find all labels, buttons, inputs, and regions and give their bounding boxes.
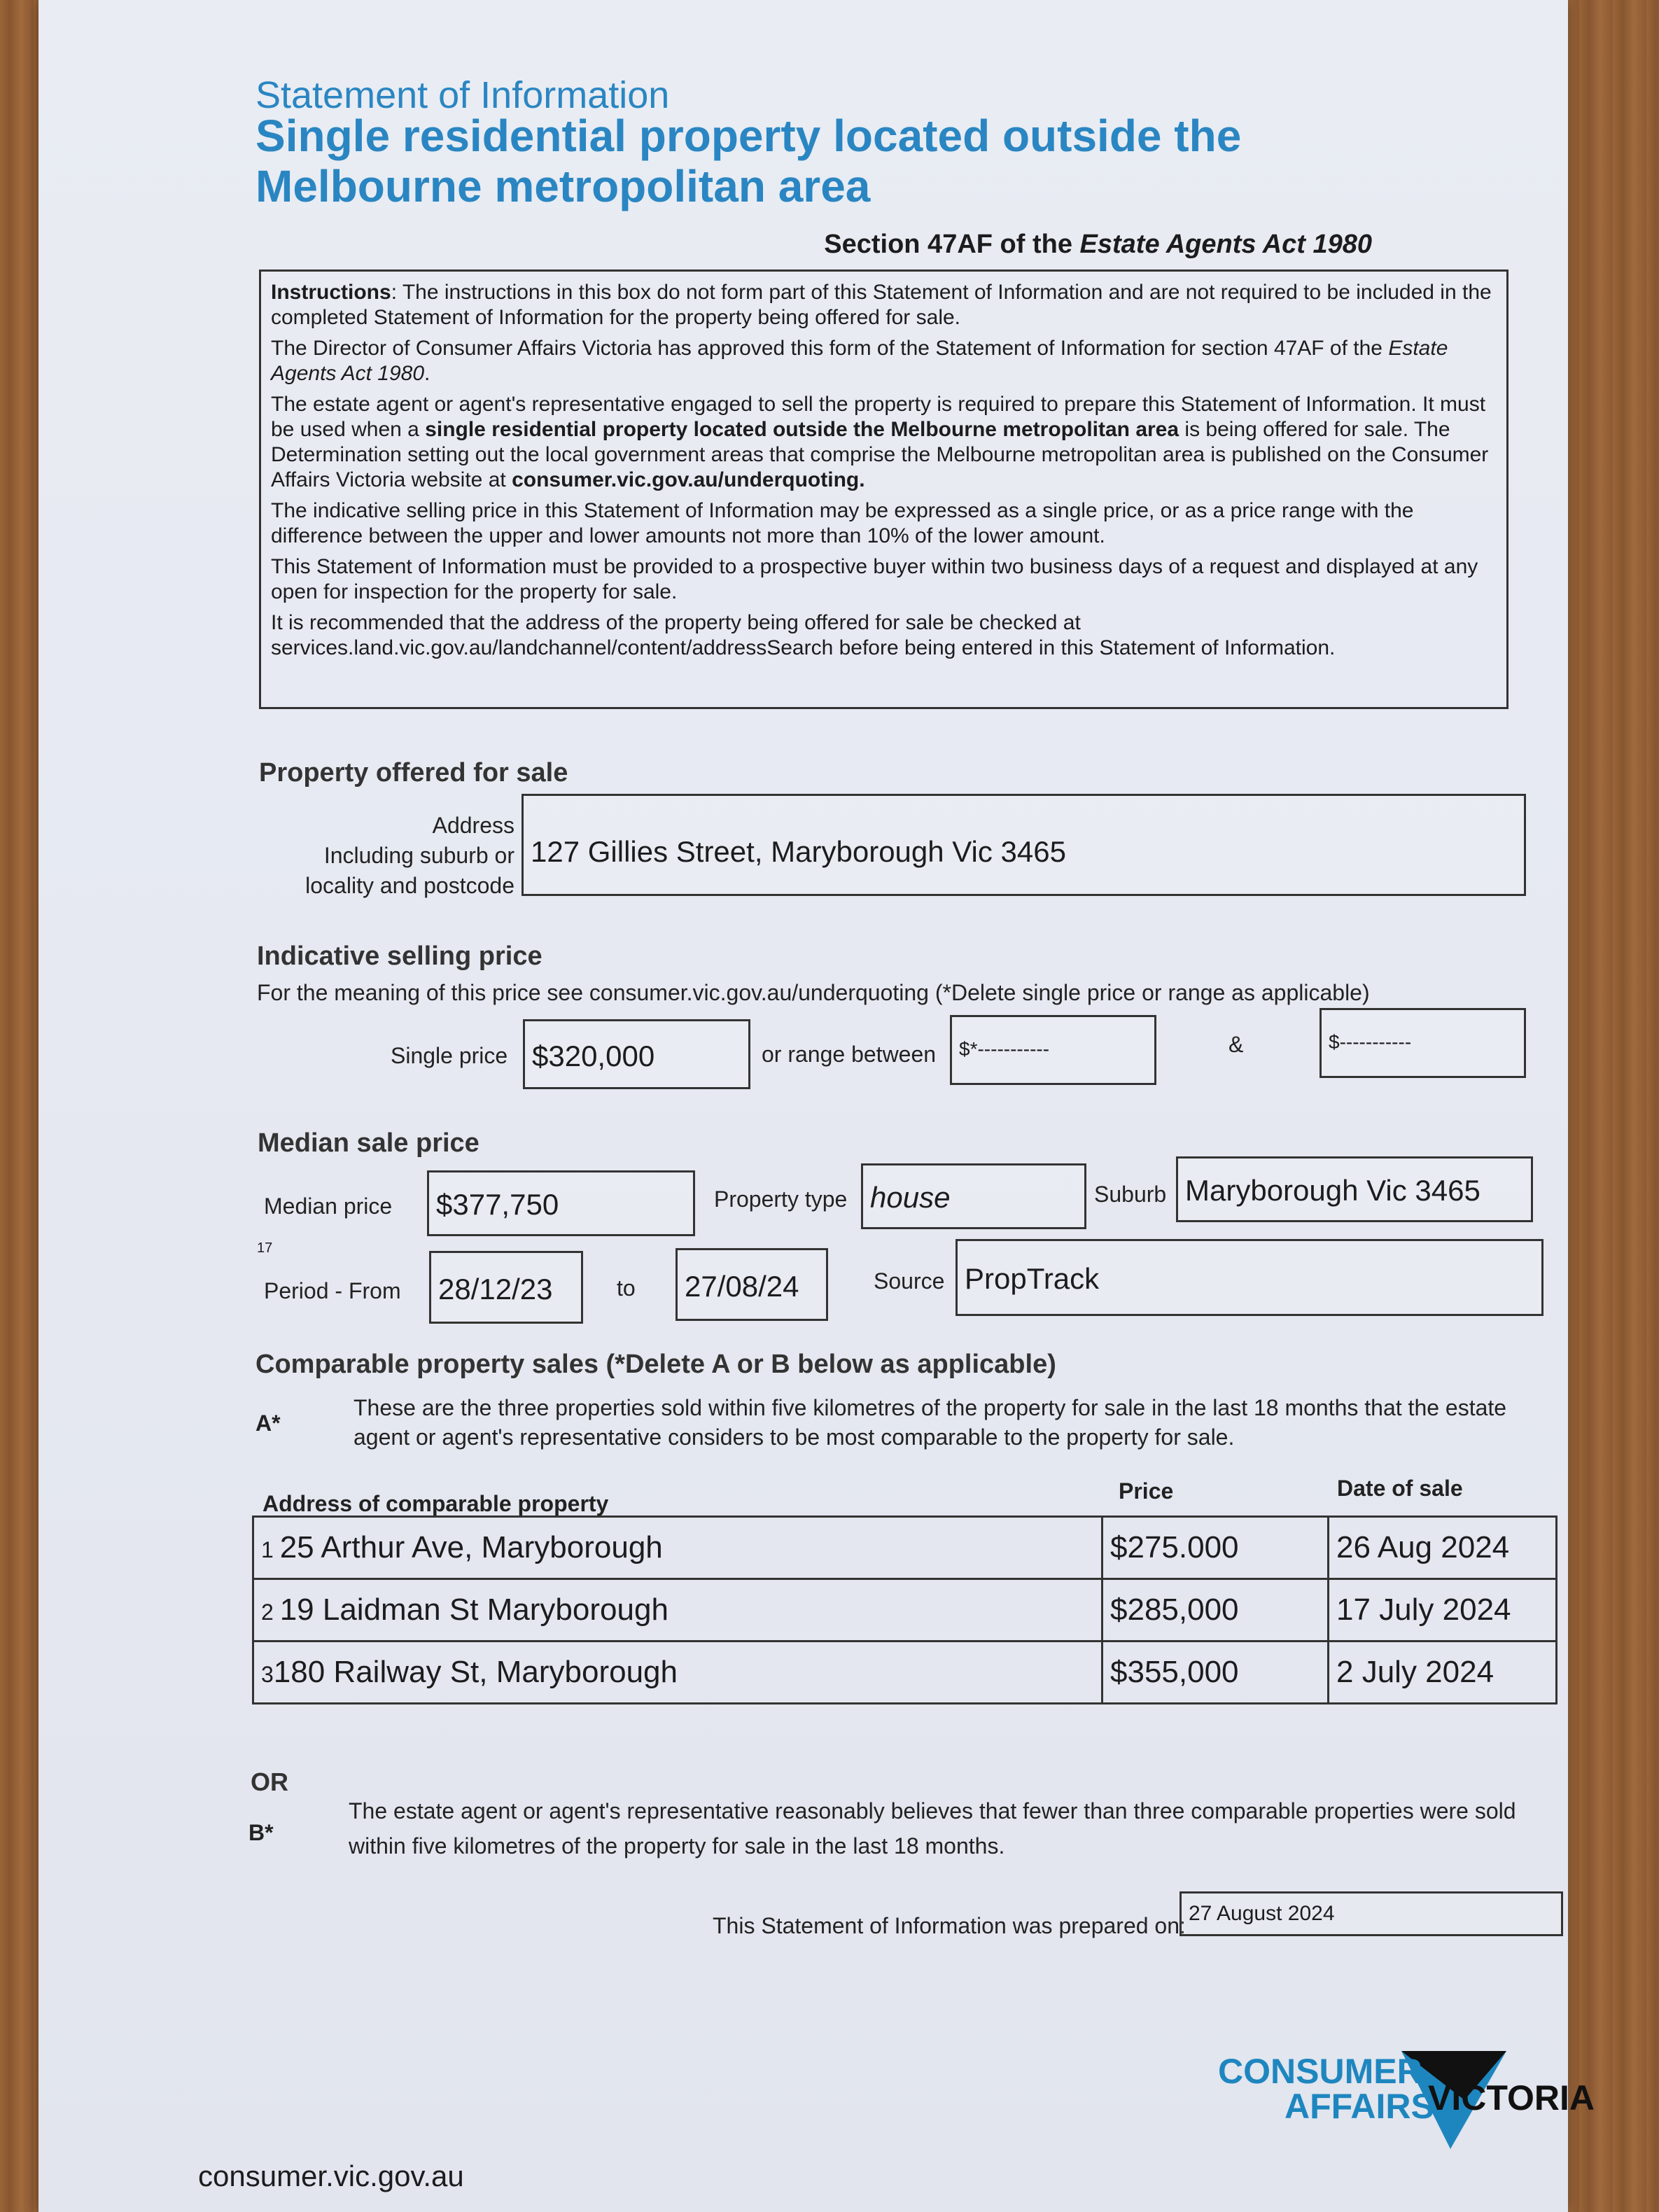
median-heading: Median sale price: [258, 1128, 479, 1158]
footer-website[interactable]: consumer.vic.gov.au: [198, 2160, 464, 2192]
address-label: Address Including suburb or locality and postcode: [305, 813, 514, 898]
handwritten-note: 17: [257, 1240, 273, 1256]
comparable-heading: Comparable property sales (*Delete A or B below as applicable): [255, 1350, 1056, 1379]
suburb-label: Suburb: [1094, 1182, 1167, 1207]
single-price-label: Single price: [391, 1043, 508, 1068]
address-field[interactable]: 127 Gillies Street, Maryborough Vic 3465: [522, 794, 1526, 896]
source-field[interactable]: PropTrack: [955, 1239, 1544, 1316]
indicative-heading: Indicative selling price: [257, 941, 542, 971]
comp-address[interactable]: 3180 Railway St, Maryborough: [253, 1642, 1102, 1704]
property-type-label: Property type: [714, 1186, 848, 1212]
single-price-field[interactable]: $320,000: [523, 1019, 750, 1089]
option-b-marker: B*: [248, 1820, 274, 1845]
comp-price[interactable]: $355,000: [1102, 1642, 1329, 1704]
option-b-text: The estate agent or agent's representative reasonably believes that fewer than three comparable properties were sold within five kilometres of the property for sale in the last 18 months.: [349, 1798, 1516, 1858]
ampersand: &: [1228, 1032, 1244, 1057]
property-heading: Property offered for sale: [259, 758, 568, 788]
col-price: Price: [1119, 1478, 1174, 1504]
option-a-marker: A*: [255, 1410, 281, 1436]
indicative-note: For the meaning of this price see consumer.vic.gov.au/underquoting (*Delete single price or range as applicable): [257, 980, 1370, 1005]
form-subtitle: Statement of Information: [255, 74, 670, 116]
table-row: [253, 1579, 1557, 1642]
property-type-field[interactable]: house: [861, 1163, 1086, 1229]
table-row: [253, 1642, 1557, 1704]
section-reference: Section 47AF of the Estate Agents Act 1980: [824, 230, 1372, 259]
period-from-field[interactable]: 28/12/23: [429, 1251, 583, 1324]
comp-address[interactable]: 1 25 Arthur Ave, Maryborough: [253, 1517, 1102, 1579]
range-low-field[interactable]: $*-----------: [950, 1015, 1156, 1085]
period-to-label: to: [617, 1275, 636, 1301]
median-price-field[interactable]: $377,750: [427, 1170, 695, 1236]
comp-address[interactable]: 2 19 Laidman St Maryborough: [253, 1579, 1102, 1642]
option-a-text: These are the three properties sold within five kilometres of the property for sale in the last 18 months that the estate agent or agent's representative considers to be most comparable to the property for sale.: [354, 1395, 1507, 1450]
comp-price[interactable]: $285,000: [1102, 1579, 1329, 1642]
comp-date[interactable]: 17 July 2024: [1329, 1579, 1557, 1642]
col-date: Date of sale: [1337, 1476, 1463, 1501]
source-label: Source: [874, 1268, 945, 1294]
range-high-field[interactable]: $-----------: [1320, 1008, 1526, 1078]
comp-date[interactable]: 26 Aug 2024: [1329, 1517, 1557, 1579]
period-from-label: Period - From: [264, 1278, 401, 1303]
comp-date[interactable]: 2 July 2024: [1329, 1642, 1557, 1704]
comparable-table: [252, 1516, 1558, 1704]
comp-price[interactable]: $275.000: [1102, 1517, 1329, 1579]
or-label: OR: [251, 1768, 288, 1796]
range-label: or range between: [762, 1042, 937, 1067]
document-page: [38, 0, 1595, 2212]
prepared-label: This Statement of Information was prepared on:: [713, 1913, 1186, 1938]
table-row: [253, 1517, 1557, 1579]
form-title: Single residential property located outside the Melbourne metropolitan area: [255, 111, 1242, 211]
median-price-label: Median price: [264, 1194, 393, 1219]
consumer-affairs-logo: CONSUMER AFFAIRS VICTORIA: [1218, 2051, 1582, 2149]
period-to-field[interactable]: 27/08/24: [676, 1248, 828, 1321]
instructions-box: Instructions: The instructions in this box do not form part of this Statement of Information and are not required to be included in the completed Statement of Information for the property being offered for sale. The Director of Consumer Affairs Victoria has approved this form of the Statement of Information for section 47AF of the Estate Agents Act 1980. The estate agent or agent's representative engaged to sell the property is required to prepare this Statement of Information. It must be used when a single residential property located outside the Melbourne metropolitan area is being offered for sale. The Determination setting out the local government areas that comprise the Melbourne metropolitan area is published on the Consumer Affairs Victoria website at consumer.vic.gov.au/underquoting. The indicative selling price in this Statement of Information may be expressed as a single price, or as a price range with the difference between the upper and lower amounts not more than 10% of the lower amount. This Statement of Information must be provided to a prospective buyer within two business days of a request and displayed at any open for inspection for the property for sale. It is recommended that the address of the property being offered for sale be checked at services.land.vic.gov.au/landchannel/content/addressSearch before being entered in this Statement of Information.: [259, 270, 1508, 709]
suburb-field[interactable]: Maryborough Vic 3465: [1176, 1156, 1533, 1222]
prepared-date-field[interactable]: 27 August 2024: [1180, 1891, 1563, 1936]
col-address: Address of comparable property: [262, 1491, 609, 1516]
